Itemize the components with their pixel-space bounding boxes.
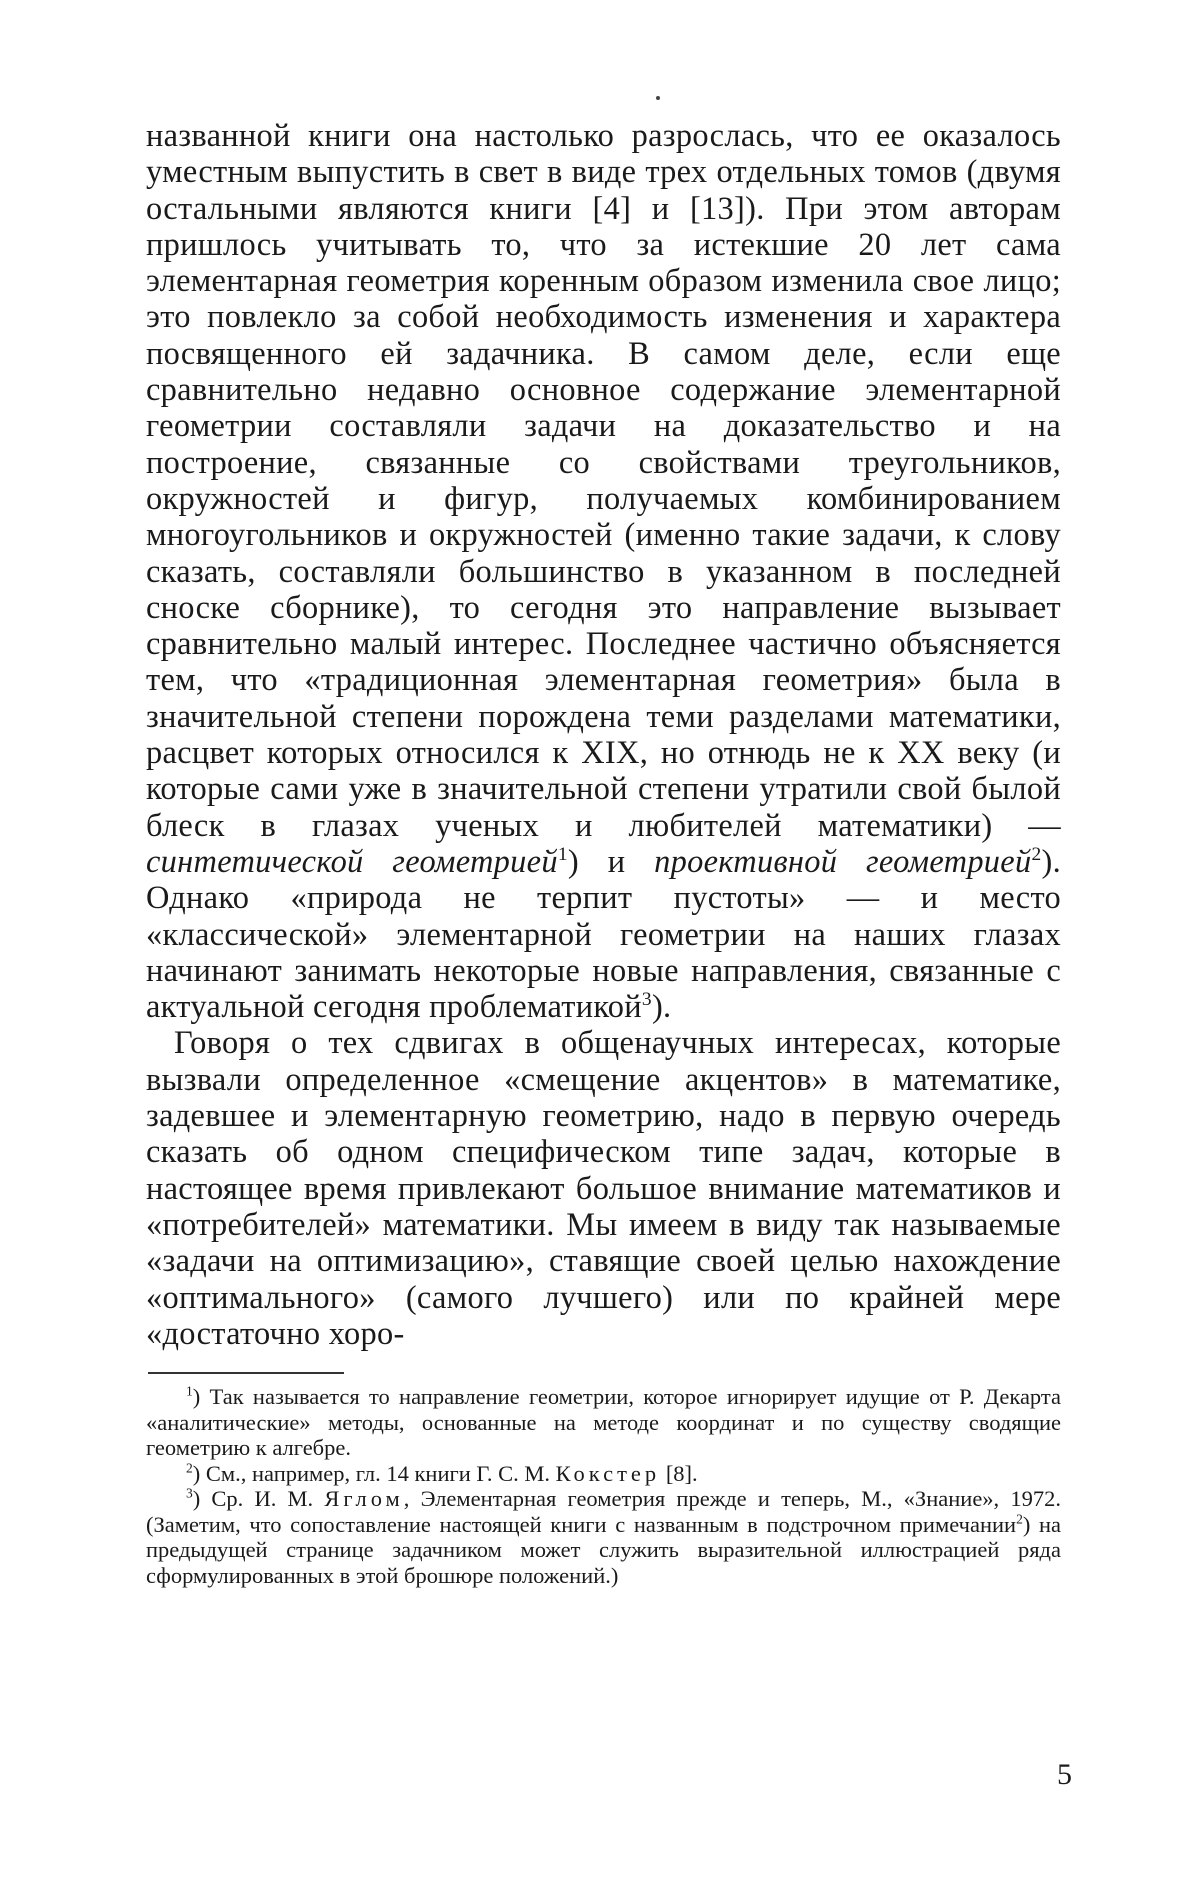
footnote-divider	[148, 1372, 344, 1374]
paragraph1-text-3: ). Однако «природа не терпит пустоты» — и место «классической» элементарной геометрии на наших глазах начинают занимать некоторые новые направления, связанные с актуальной сегодня проблематикой	[146, 844, 1061, 1025]
footnote-1-mark: 1	[186, 1384, 193, 1399]
footnote-ref-1: 1	[558, 844, 568, 865]
footnote-3-mark: 3	[186, 1486, 193, 1501]
footnote-1	[146, 1384, 1061, 1461]
term-projective-geometry: проективной геометрией	[654, 844, 1031, 880]
page-number: 5	[1057, 1758, 1072, 1792]
paragraph1-text-1: названной книги она настолько разрослась, что ее оказалось уместным выпустить в свет в виде трех отдельных томов (двумя остальными являются книги [4] и [13]). При этом авторам пришлось учитывать то, что за истекшие 20 лет сама элементарная геометрия коренным образом изменила свое лицо; это повлекло за собой необходимость изменения и характера посвященного ей задачника. В самом деле, если еще сравнительно недавно основное содержание элементарной геометрии составляли задачи на доказательство и на построение, связанные со свойствами треугольников, окружностей и фигур, получаемых комбинированием многоугольников и окружностей (именно такие задачи, к слову сказать, составляли большинство в указанном в последней сноске сборнике), то сегодня это направление вызывает сравнительно малый интерес. Последнее частично объясняется тем, что «традиционная элементарная геометрия» была в значительной степени порождена теми разделами математики, расцвет которых относился к XIX, но отнюдь не к XX веку (и которые сами уже в значительной степени утратили свой былой блеск в глазах ученых и любителей математики) —	[146, 118, 1061, 844]
footnote-3-pre: ) Ср. И. М.	[193, 1486, 325, 1511]
footnote-2	[146, 1461, 1061, 1487]
paragraph-optimization: Говоря о тех сдвигах в общенаучных интересах, которые вызвали определенное «смещение акцентов» в математике, задевшее и элементарную геометрию, надо в первую очередь сказать об одном специфическом типе задач, которые в настоящее время привлекают большое внимание математиков и «потребителей» математики. Мы имеем в виду так называемые «задачи на оптимизацию», ставящие своей целью нахождение «оптимального» (самого лучшего) или по крайней мере «достаточно хоро-	[146, 1025, 1061, 1352]
paragraph1-text-2: ) и	[568, 844, 654, 880]
footnote-3	[146, 1486, 1061, 1588]
footnote-3-mid: , Элементарная геометрия прежде и теперь, М., «Знание», 1972. (Заметим, что сопоставление настоящей книги с названным в подстрочном примечании	[146, 1486, 1061, 1537]
footnote-ref-2: 2	[1031, 844, 1041, 865]
term-synthetic-geometry: синтетической геометрией	[146, 844, 558, 880]
footnote-2-pre: ) См., например, гл. 14 книги Г. С. М.	[193, 1461, 556, 1486]
footnote-3-author: Яглом	[324, 1486, 403, 1511]
footnote-3-post: ) на предыдущей странице задачником может служить выразительной иллюстрацией ряда сформулированных в этой брошюре положений.)	[146, 1512, 1061, 1588]
paragraph1-text-4: ).	[652, 989, 671, 1025]
page-body	[146, 118, 1061, 1588]
footnote-ref-3: 3	[642, 989, 652, 1010]
footnote-3-ref: 2	[1016, 1511, 1023, 1526]
footnote-1-text: ) Так называется то направление геометрии, которое игнорирует идущие от Р. Декарта «аналитические» методы, основанные на методе координат и по существу сводящие геометрию к алгебре.	[146, 1384, 1061, 1460]
footnote-2-post: [8].	[660, 1461, 698, 1486]
paragraph-continuation	[146, 118, 1061, 1025]
footnote-2-mark: 2	[186, 1460, 193, 1475]
print-speck	[656, 96, 660, 100]
footnote-2-author: Кокстер	[556, 1461, 661, 1486]
